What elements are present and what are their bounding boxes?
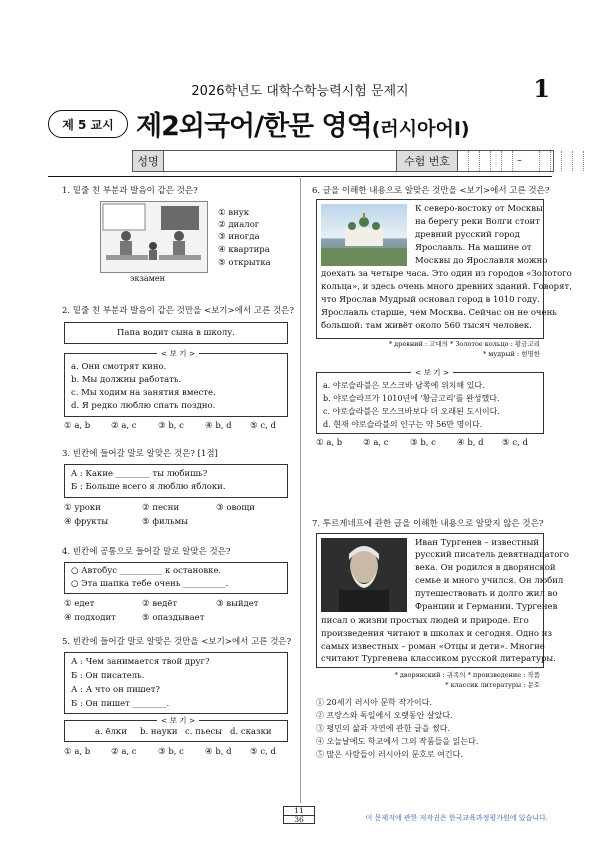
q5-stem: 5. 빈칸에 들어갈 말로 알맞은 것만을 <보기>에서 고른 것은? <box>62 637 292 647</box>
q1-option[interactable]: ② диалог <box>218 220 260 230</box>
q3-options <box>64 503 294 531</box>
q5-line: А : Чем занимается твой друг? <box>71 657 210 667</box>
q6-text-line: на берегу реки Волги стоит <box>415 217 540 227</box>
q3-line: A : Какие ________ ты любишь? <box>71 469 208 479</box>
q2-options <box>64 421 294 433</box>
q6-option[interactable]: ⑤ c, d <box>502 438 528 448</box>
id-cell[interactable] <box>458 151 469 171</box>
q2-sentence: Папа водит сына в школу. <box>116 328 235 338</box>
q5-line: А : А что он пишет? <box>71 685 160 695</box>
q5-bogi-item: a. ёлки <box>95 727 127 737</box>
footer-total: 36 <box>284 815 314 824</box>
church-icon <box>321 204 407 266</box>
subject-main: 제2외국어/한문 영역 <box>136 111 372 142</box>
q6-bogi-item: b. 야로슬라프가 1010년에 '황금고리'를 완성했다. <box>323 394 500 403</box>
q7-stem: 7. 투르게네프에 관한 글을 이해한 내용으로 알맞지 않은 것은? <box>312 519 544 529</box>
q4-options <box>64 599 294 627</box>
q1-caption: экзамен <box>130 274 165 283</box>
id-cell[interactable] <box>480 151 491 171</box>
q6-option[interactable]: ① a, b <box>316 438 343 448</box>
subject-sub: (러시아어Ⅰ) <box>371 118 470 140</box>
q7-text-line: писал о жизни простых людей и природе. Его <box>321 616 529 626</box>
q2-option[interactable]: ② a, c <box>111 421 137 431</box>
q7-text-line: самых известных – роман «Отцы и дети». Многие <box>321 642 545 652</box>
id-label: 수험 번호 <box>397 151 458 171</box>
q6-text-line: кольца», и здесь очень много древних зданий. Говорят, <box>321 282 572 292</box>
q4-sentence-box <box>64 562 288 594</box>
q4-option[interactable]: ④ подходит <box>64 613 116 623</box>
name-label: 성명 <box>133 151 164 171</box>
q5-bogi-box <box>64 716 288 742</box>
q7-option[interactable]: ④ 오늘날에도 학교에서 그의 작품들을 읽는다. <box>316 737 479 746</box>
q4-line: ○ Автобус __________ к остановке. <box>71 566 222 576</box>
q7-option[interactable]: ① 20세기 러시아 문학 작가이다. <box>316 698 432 707</box>
id-cell[interactable] <box>469 151 480 171</box>
q7-option[interactable]: ⑤ 많은 사람들이 러시아의 문호로 여긴다. <box>316 750 463 759</box>
q5-dialogue-box <box>64 652 288 714</box>
q6-text-line: Ярославль. На машине от <box>415 243 532 253</box>
exam-title: 2026학년도 대학수학능력시험 문제지 <box>191 84 409 99</box>
q5-option[interactable]: ① a, b <box>64 747 91 757</box>
q6-bogi-item: c. 야로슬라블은 모스크바보다 더 오래된 도시이다. <box>323 407 500 416</box>
q6-bogi-item: a. 야로슬라블은 모스크바 남쪽에 위치해 있다. <box>323 381 485 390</box>
q3-option[interactable]: ④ фрукты <box>64 517 109 527</box>
q6-text-line: доехать за четыре часа. Это один из городов «Золотого <box>321 269 572 279</box>
q2-bogi-label: < 보 기 > <box>157 348 199 359</box>
footer-page: 11 <box>294 806 304 815</box>
q6-text-line: что Ярослав Мудрый основал город в 1010 году. <box>321 295 540 305</box>
copyright-notice: 이 문제지에 관한 저작권은 한국교육과정평가원에 있습니다. <box>365 814 548 822</box>
q2-stem: 2. 밑줄 친 부분과 발음이 같은 것만을 <보기>에서 고른 것은? <box>62 306 294 316</box>
classroom-illustration <box>100 201 208 273</box>
turgenev-portrait <box>321 538 407 612</box>
q7-text-line: семье и много учился. Он любил <box>415 576 564 586</box>
q6-bogi-box <box>316 368 544 434</box>
q7-option[interactable]: ③ 평민의 삶과 자연에 관한 글을 썼다. <box>316 724 450 733</box>
name-id-row <box>132 150 554 172</box>
q7-gloss: * классик литературы : 문호 <box>445 681 540 689</box>
q4-option[interactable]: ② ведёт <box>142 599 178 609</box>
q5-bogi-item: c. пьесы <box>185 727 223 737</box>
q3-option[interactable]: ③ овощи <box>216 503 255 513</box>
q7-option[interactable]: ② 프랑스와 독일에서 오랫동안 살았다. <box>316 711 453 720</box>
q5-option[interactable]: ⑤ c, d <box>250 747 276 757</box>
q4-stem: 4. 빈칸에 공통으로 들어갈 말로 알맞은 것은? <box>62 547 231 557</box>
q1-option[interactable]: ④ квартира <box>218 245 270 255</box>
classroom-icon <box>101 202 207 272</box>
q5-line: Б : Он писатель. <box>71 671 145 681</box>
q7-text-line: века. Он родился в дворянской <box>415 563 556 573</box>
q6-option[interactable]: ③ b, c <box>410 438 436 448</box>
page-number: 1 <box>533 74 550 103</box>
q5-bogi-item: d. сказки <box>230 727 272 737</box>
q6-stem: 6. 글을 이해한 내용으로 알맞은 것만을 <보기>에서 고른 것은? <box>312 186 550 196</box>
id-cell[interactable] <box>562 151 573 171</box>
q1-stem: 1. 밑줄 친 부분과 발음이 같은 것은? <box>62 186 198 196</box>
q6-option[interactable]: ④ b, d <box>457 438 484 448</box>
q2-bogi-item: a. Они смотрят кино. <box>71 362 167 372</box>
q6-options <box>316 438 546 450</box>
subject-title <box>136 104 470 143</box>
q7-passage-box <box>316 533 569 668</box>
q2-option[interactable]: ① a, b <box>64 421 91 431</box>
q2-bogi-item: c. Мы ходим на занятия вместе. <box>71 388 216 398</box>
q6-gloss: * мудрый : 현명한 <box>482 350 540 358</box>
id-cell[interactable] <box>540 151 551 171</box>
q3-option[interactable]: ② песни <box>142 503 180 513</box>
q7-text-line: Франции и Германии. Тургенев <box>415 602 558 612</box>
q5-bogi-label: < 보 기 > <box>157 715 199 726</box>
q6-bogi-item: d. 현재 야로슬라블의 인구는 약 56만 명이다. <box>323 420 483 429</box>
column-divider <box>300 178 301 803</box>
q7-gloss: * дворянский : 귀족의 * произведение : 작품 <box>394 671 540 679</box>
id-cell[interactable] <box>551 151 562 171</box>
q4-option[interactable]: ③ выйдет <box>216 599 259 609</box>
q5-options <box>64 747 294 759</box>
q7-text-line: произведения читают в школах и сегодня. Одно из <box>321 629 553 639</box>
q6-gloss: * древний : 고대의 * Золотое кольцо : 황금고리 <box>388 340 540 348</box>
q7-text-line: путешествовать и долго жил во <box>415 589 558 599</box>
name-field[interactable] <box>164 151 397 171</box>
q2-sentence-box <box>64 322 288 344</box>
q5-line: Б : Он пишет ________. <box>71 699 170 709</box>
q1-option[interactable]: ③ иногда <box>218 232 260 242</box>
q2-option[interactable]: ③ b, c <box>158 421 184 431</box>
q2-bogi-item: b. Мы должны работать. <box>71 375 182 385</box>
id-cell[interactable] <box>491 151 502 171</box>
q2-option[interactable]: ④ b, d <box>205 421 232 431</box>
q7-text-line: считают Тургенева классиком русской литературы. <box>321 654 556 664</box>
q6-text-line: К северо-востоку от Москвы <box>415 204 543 214</box>
q4-option[interactable]: ① едет <box>64 599 95 609</box>
q2-bogi-box <box>64 349 288 417</box>
period-badge: 제 5 교시 <box>48 110 128 138</box>
q6-text-line: Москвы до Ярославля можно <box>415 256 548 266</box>
q6-bogi-label: < 보 기 > <box>411 367 453 378</box>
id-cell[interactable] <box>573 151 584 171</box>
q3-line: Б : Больше всего я люблю яблоки. <box>71 482 226 492</box>
q5-bogi-item: b. науки <box>140 727 178 737</box>
q3-dialogue-box <box>64 464 288 498</box>
q7-text-line: русский писатель девятнадцатого <box>415 550 569 560</box>
q5-option[interactable]: ③ b, c <box>158 747 184 757</box>
q4-option[interactable]: ⑤ опаздывает <box>142 613 205 623</box>
footer-page-indicator <box>283 806 315 824</box>
q3-stem: 3. 빈칸에 들어갈 말로 알맞은 것은? [1점] <box>62 449 218 459</box>
q3-option[interactable]: ⑤ фильмы <box>142 517 189 527</box>
id-cell[interactable] <box>529 151 540 171</box>
q5-option[interactable]: ② a, c <box>111 747 137 757</box>
q6-text-line: древний русский город <box>415 230 520 240</box>
q6-option[interactable]: ② a, c <box>363 438 389 448</box>
q6-passage-box <box>316 199 572 339</box>
q4-line: ○ Эта шапка тебе очень __________. <box>71 579 229 589</box>
q1-option[interactable]: ⑤ открытка <box>218 258 271 268</box>
q1-option[interactable]: ① внук <box>218 208 250 218</box>
top-rule <box>48 176 552 177</box>
q6-text-line: Ярославль старше, чем Москва. Сейчас он не очень <box>321 308 557 318</box>
q2-bogi-item: d. Я редко люблю спать поздно. <box>71 401 216 411</box>
q7-text-line: Иван Тургенев – известный <box>415 538 540 548</box>
q3-option[interactable]: ① уроки <box>64 503 101 513</box>
q6-text-line: большой: там живёт около 560 тысяч человек. <box>321 321 532 331</box>
id-dash: – <box>517 155 522 166</box>
q2-option[interactable]: ⑤ c, d <box>250 421 276 431</box>
id-cell[interactable] <box>502 151 513 171</box>
portrait-icon <box>321 538 407 612</box>
yaroslavl-photo <box>321 204 407 266</box>
q5-option[interactable]: ④ b, d <box>205 747 232 757</box>
